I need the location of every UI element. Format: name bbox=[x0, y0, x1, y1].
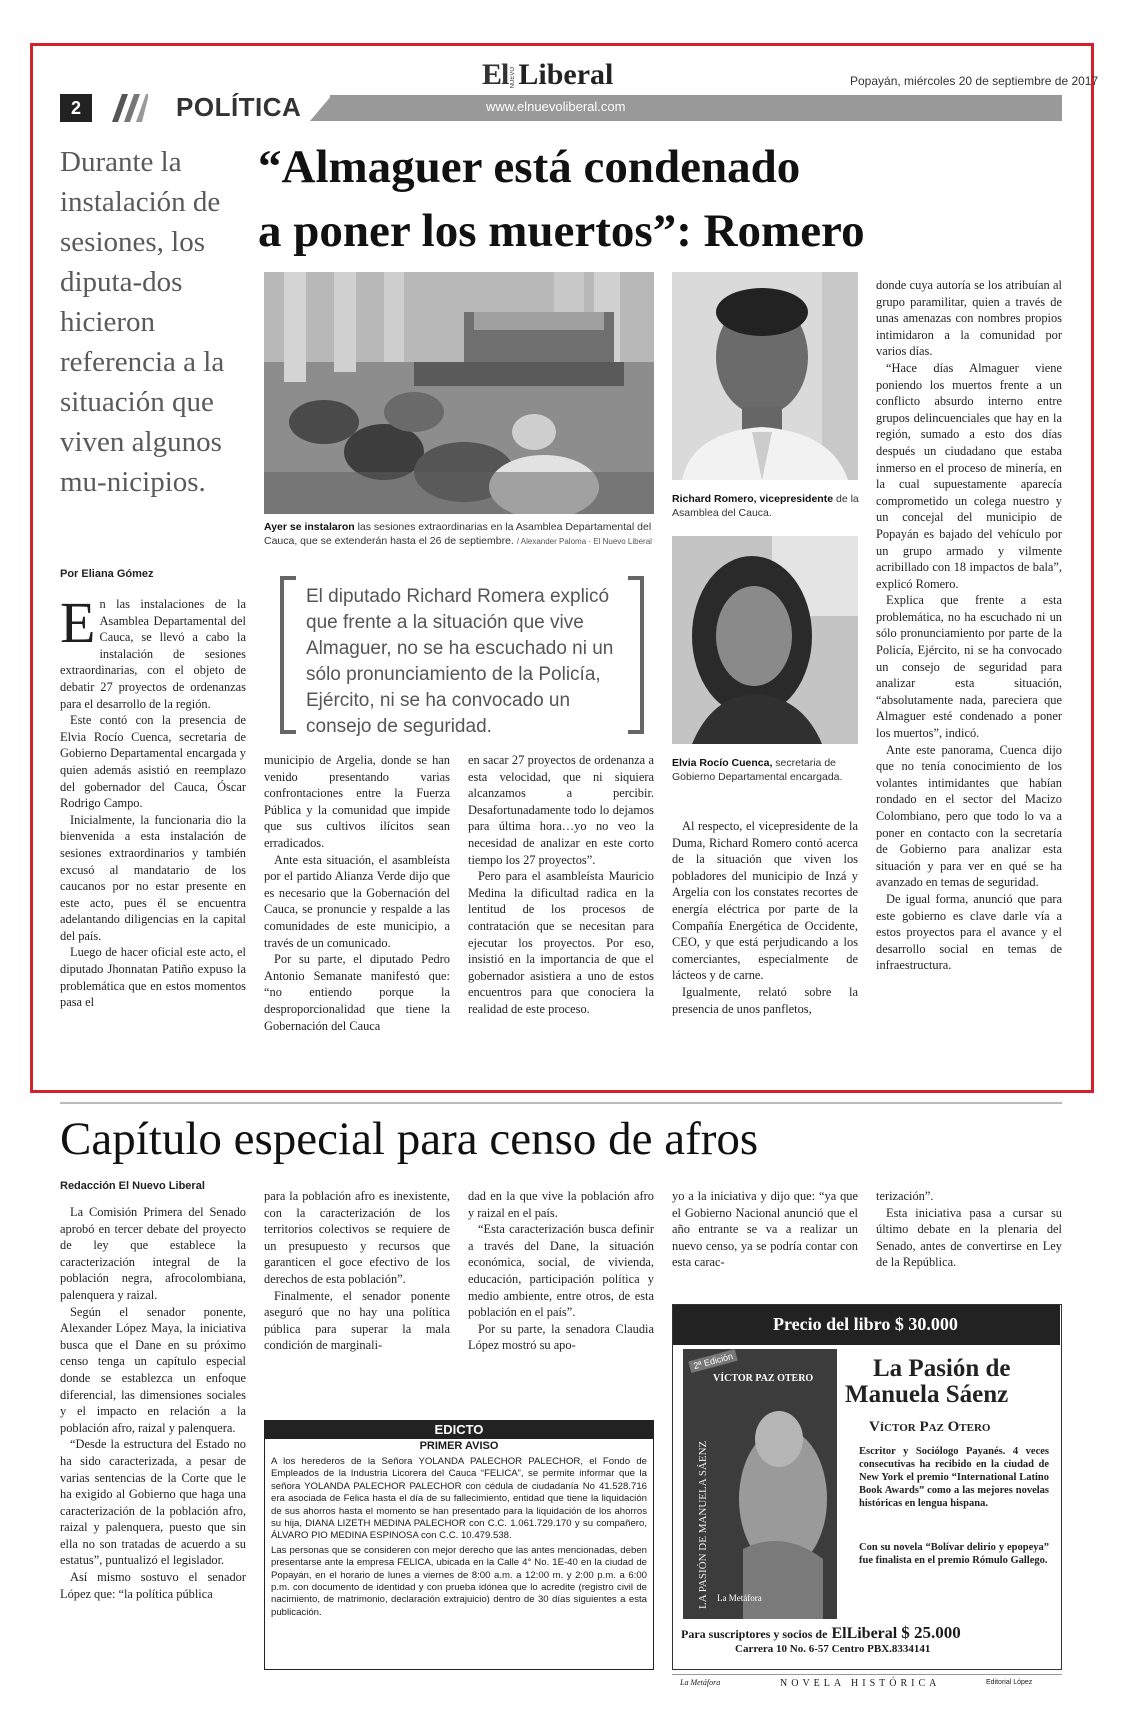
romero-photo bbox=[672, 272, 858, 480]
dropcap: E bbox=[60, 590, 96, 655]
footer-publisher: La Metáfora bbox=[680, 1678, 721, 1687]
subscriber-logo-liberal: Liberal bbox=[846, 1625, 898, 1642]
headline-line1: “Almaguer está condenado bbox=[258, 141, 801, 193]
article1-column-3 bbox=[468, 752, 654, 1018]
article2-column-4 bbox=[672, 1188, 858, 1271]
assembly-photo bbox=[264, 272, 654, 514]
article-byline: Por Eliana Gómez bbox=[60, 568, 154, 580]
subscriber-text: Para suscriptores y socios de bbox=[681, 1627, 828, 1641]
pullquote-bracket-left bbox=[280, 576, 296, 734]
paragraph: Explica que frente a esta problemática, no ha escuchado ni un sólo pronunciamiento por parte de la Policía, Ejército, ni se ha convocado un consejo de seguridad para analizar esta situación, “absolutamente nada, pareciera que Almaguer esté condenado a poner los muertos”, indicó. bbox=[876, 593, 1062, 741]
cuenca-photo bbox=[672, 536, 858, 744]
assembly-photo-caption bbox=[264, 520, 654, 549]
book-cover bbox=[683, 1349, 837, 1619]
ad-address: Carrera 10 No. 6-57 Centro PBX.8334141 bbox=[735, 1643, 931, 1655]
paragraph: yo a la iniciativa y dijo que: “ya que el Gobierno Nacional anunció que el año entrante se va a realizar un nuevo censo, ya se podría contar con esta carac- bbox=[672, 1189, 858, 1270]
article1-column-1 bbox=[60, 590, 246, 1011]
subscriber-logo-el: El bbox=[831, 1625, 847, 1642]
masthead-logo[interactable] bbox=[482, 58, 613, 92]
article2-column-1 bbox=[60, 1204, 246, 1602]
issue-date: Popayán, miércoles 20 de septiembre de 2017 bbox=[850, 74, 1099, 88]
paragraph: Finalmente, el senador ponente aseguró que no hay una política pública para superar la mala condición de marginali- bbox=[264, 1288, 450, 1353]
edicto-subtitle: PRIMER AVISO bbox=[419, 1440, 499, 1452]
footer-genre: NOVELA HISTÓRICA bbox=[780, 1678, 941, 1689]
brand-nuevo: NUEVO bbox=[510, 66, 517, 88]
article2-column-2 bbox=[264, 1188, 450, 1354]
cover-publisher: La Metáfora bbox=[717, 1593, 762, 1603]
paragraph: Ante este panorama, Cuenca dijo que no tenía conocimiento de los volantes intimidantes que habían rondado en el sector del Macizo Colombiano, pero que todo lo va a poner en contacto con la secretaría de Gobierno para analizar esta situación y para ver en qué se ha avanzado en temas de seguridad. bbox=[876, 742, 1062, 890]
price-banner bbox=[673, 1305, 1060, 1345]
caption-text: de la Asamblea del Cauca. bbox=[672, 493, 859, 519]
article-deck: Durante la instalación de sesiones, los diputa-dos hicieron referencia a la situación que viven algunos mu-nicipios. bbox=[60, 146, 225, 498]
author-bio: Escritor y Sociólogo Payanés. 4 veces consecutivas ha recibido en la ciudad de New York el premio “International Latino Book Awards” como a las mejores novelas históricas en lengua hispana. bbox=[859, 1446, 1049, 1509]
cover-title: LA PASIÓN DE MANUELA SÁENZ bbox=[697, 1440, 709, 1609]
paragraph: Esta iniciativa pasa a cursar su último debate en la plenaria del Senado, antes de convertirse en Ley de la República. bbox=[876, 1205, 1062, 1270]
author-note: Con su novela “Bolívar delirio y epopeya” fue finalista en el premio Rómulo Gallego. bbox=[859, 1542, 1049, 1566]
photo-credit: / Alexander Paloma · El Nuevo Liberal bbox=[516, 537, 652, 546]
article1-column-2 bbox=[264, 752, 450, 1034]
paragraph: Pero para el asambleísta Mauricio Medina la dificultad radica en la lentitud de los procesos de contratación que se necesitan para ejecutar los proyectos. Por eso, insistió en la importancia de que el gobernador asistiera a uno de estos encuentros para que conociera la realidad de este proceso. bbox=[468, 869, 654, 1016]
pullquote-bracket-right bbox=[628, 576, 644, 734]
paragraph: Según el senador ponente, Alexander López Maya, la iniciativa busca que el Dane en su próximo censo tenga un capítulo especial donde se establezca un enfoque diferencial, las dimensiones sociales y el impacto en relación a la población afro, raizal y palenquera. bbox=[60, 1304, 246, 1435]
article2-byline: Redacción El Nuevo Liberal bbox=[60, 1180, 205, 1192]
page-number-box bbox=[60, 94, 92, 122]
subscriber-line bbox=[681, 1623, 1057, 1643]
caption-lead: Ayer se instalaron bbox=[264, 521, 355, 533]
paragraph: Inicialmente, la funcionaria dio la bienvenida a esta instalación de sesiones extraordinarios y también excusó al mandatario de los caucanos por no estar presente en este acto, pues él se encuentra adelantando diligencias en la capital del país. bbox=[60, 812, 246, 943]
cover-author: VÍCTOR PAZ OTERO bbox=[713, 1373, 814, 1384]
section-divider bbox=[60, 1102, 1062, 1104]
cuenca-caption bbox=[672, 756, 862, 784]
headline-line2: a poner los muertos”: Romero bbox=[258, 205, 865, 257]
paragraph: “Desde la estructura del Estado no ha sido caracterizada, a pesar de varias sentencias de la Corte que le ha exigido al Gobierno que haga una caracterización de la población afro, raizal y palenquera, puesto que sin ella no son tratadas de acuerdo a su estatus”, puntualizó el legislador. bbox=[60, 1437, 246, 1568]
paragraph: Por su parte, la senadora Claudia López mostró su apo- bbox=[468, 1321, 654, 1353]
paragraph: en sacar 27 proyectos de ordenanza a esta velocidad, que ni siquiera alcanzamos a percibir. Desafortunadamente todo lo dejamos para última hora…yo no veo la necesidad de analizar en este corto tiempo los 27 proyectos”. bbox=[468, 753, 654, 867]
edicto-title: EDICTO bbox=[265, 1421, 653, 1439]
edicto-body-2: Las personas que se consideren con mejor derecho que las antes mencionadas, deben presentarse ante la empresa FELICA, ubicada en la Calle 4° No. 1E-40 en la ciudad de Popayán, en el horario de lunes a viernes de 8:00 a.m. a 12:00 m. y 2:00 p.m. a 6:00 p.m. con documento de identidad y con prueba idónea que lo acredite (registro civil de nacimiento, de matrimonio, declaración extrajuicio) dentro de 30 días siguientes a esta publicación. bbox=[271, 1544, 647, 1618]
section-title: POLÍTICA bbox=[176, 92, 302, 122]
subscriber-price: $ 25.000 bbox=[901, 1623, 961, 1642]
romero-caption bbox=[672, 492, 862, 520]
book-title-1: La Pasión de bbox=[873, 1355, 1011, 1382]
paragraph: para la población afro es inexistente, con la caracterización de los territorios colectivos se requiere de un presupuesto y recursos que garanticen el goce efectivo de los derechos de esta población”. bbox=[264, 1189, 450, 1286]
paragraph: terización”. bbox=[876, 1189, 934, 1203]
paragraph: dad en la que vive la población afro y raizal en el país. bbox=[468, 1189, 654, 1220]
brand-el: El bbox=[482, 58, 509, 91]
caption-text: las sesiones extraordinarias en la Asamblea Departamental del Cauca, que se extenderán hasta el 26 de septiembre. bbox=[264, 521, 652, 547]
article2-column-5 bbox=[876, 1188, 1062, 1271]
website[interactable]: www.elnuevoliberal.com bbox=[486, 99, 626, 114]
caption-lead: Richard Romero, vicepresidente bbox=[672, 493, 834, 505]
article1-column-5 bbox=[876, 277, 1062, 974]
book-ad[interactable] bbox=[672, 1304, 1062, 1670]
article2-headline: Capítulo especial para censo de afros bbox=[60, 1113, 759, 1165]
book-author: Víctor Paz Otero bbox=[869, 1419, 991, 1435]
paragraph: Ante esta situación, el asambleísta por el partido Alianza Verde dijo que es necesario que la Gobernación del Cauca, se pronuncie y respalde a las comunidades de este municipio, a través de un comunicado. bbox=[264, 852, 450, 950]
paragraph: Así mismo sostuvo el senador López que: “la política pública bbox=[60, 1570, 246, 1601]
edicto-box bbox=[264, 1420, 654, 1670]
paragraph: La Comisión Primera del Senado aprobó en tercer debate del proyecto de ley que establece la caracterización integral de la población negra, afrocolombiana, palenquera y raizal. bbox=[60, 1205, 246, 1302]
brand-liberal: Liberal bbox=[518, 58, 614, 91]
paragraph: Al respecto, el vicepresidente de la Duma, Richard Romero contó acerca de la situación que viven los pobladores del municipio de Inzá y Argelia con los constates recortes de energía eléctrica por parte de la Compañía Energética de Occidente, CEO, y que está perjudicando a los comerciantes, especialmente de lácteos y de carne. bbox=[672, 819, 858, 983]
book-ad-footer bbox=[672, 1674, 1062, 1695]
edition-badge: 2ª Edición bbox=[688, 1349, 738, 1373]
first-paragraph: n las instalaciones de la Asamblea Departamental del Cauca, se llevó a cabo la instalación de sesiones extraordinarias, con el objeto de debatir 27 proyectos de ordenanzas para el desarrollo de la región. bbox=[60, 597, 246, 711]
subscriber-logo bbox=[831, 1625, 901, 1642]
paragraph: municipio de Argelia, donde se han venido presentando varias confrontaciones entre la Fuerza Pública y la comunidad que impide que sus cultivos ilícitos sean erradicados. bbox=[264, 753, 450, 850]
price-banner-text: Precio del libro $ 30.000 bbox=[773, 1314, 958, 1334]
paragraph: Luego de hacer oficial este acto, el diputado Jhonnatan Patiño expuso la problemática que en estos momentos pasa el bbox=[60, 945, 246, 1010]
paragraph: “Esta caracterización busca definir a través del Dane, la situación económica, social, de vivienda, educación, participación política y medio ambiente, entre otros, de esta población en el país”. bbox=[468, 1222, 654, 1320]
section-slash-icon bbox=[98, 94, 148, 122]
paragraph: donde cuya autoría se los atribuían al grupo paramilitar, quien a través de unas amenazas con nombres propios intimidaron a la comunidad por varios días. bbox=[876, 278, 1062, 359]
edicto-body-1: A los herederos de la Señora YOLANDA PALECHOR PALECHOR, el Fondo de Empleados de la Industria Licorera del Cauca “FELICA”, se permite informar que la señora YOLANDA PALECHOR PALECHOR con cédula de ciudadanía No 41.528.716 era asociada de Felica hasta el día de su fallecimiento, entidad que tiene la liquidación de sus ahorros hasta el momento se han presentado para la liquidación de los ahorros su hija, DIANA LIZETH MEDINA PALECHOR con C.C. 1.061.729.170 y su compañero, ÁLVARO PIO MEDINA ESPINOSA con C.C. 10.479.538. bbox=[271, 1456, 647, 1542]
paragraph: Igualmente, relató sobre la presencia de unos panfletos, bbox=[672, 984, 858, 1016]
book-title-2: Manuela Sáenz bbox=[845, 1381, 1009, 1408]
paragraph: “Hace días Almaguer viene poniendo los muertos frente a un conflicto absurdo interno entre grupos delincuenciales que hay en la región, sumado a esto dos días después un ciudadano que estaba inmerso en el proceso de minería, en la cual supuestamente aparecía comprometido un colega nuestro y un concejal del municipio de Popayán es bajado del vehículo por un grupo armado y vilmente acribillado con 18 impactos de bala”, explicó Romero. bbox=[876, 360, 1062, 591]
article1-column-4 bbox=[672, 818, 858, 1017]
caption-text: secretaria de Gobierno Departamental encargada. bbox=[672, 757, 843, 783]
footer-editorial: Editorial López bbox=[986, 1679, 1033, 1686]
section-bar-notch bbox=[310, 95, 332, 121]
pullquote: El diputado Richard Romera explicó que frente a la situación que vive Almaguer, no se ha escuchado ni un sólo pronunciamiento de la Policía, Ejército, ni se ha convocado un consejo de seguridad. bbox=[306, 586, 614, 737]
caption-lead: Elvia Rocío Cuenca, bbox=[672, 757, 773, 769]
page-number: 2 bbox=[70, 98, 81, 118]
paragraph: Por su parte, el diputado Pedro Antonio Semanate manifestó que: “no entiendo porque la desproporcionalidad que tiene la Gobernación del Cauca bbox=[264, 952, 450, 1033]
section-bar bbox=[330, 95, 1062, 121]
paragraph: De igual forma, anunció que para este gobierno es clave darle vía a estos proyectos para el avance y el desarrollo social en temas de infraestructura. bbox=[876, 891, 1062, 973]
paragraph: Este contó con la presencia de Elvia Rocío Cuenca, secretaria de Gobierno Departamental encargada y quien además asistió en reemplazo del gobernador del Cauca, Óscar Rodrigo Campo. bbox=[60, 713, 246, 811]
article2-column-3 bbox=[468, 1188, 654, 1354]
